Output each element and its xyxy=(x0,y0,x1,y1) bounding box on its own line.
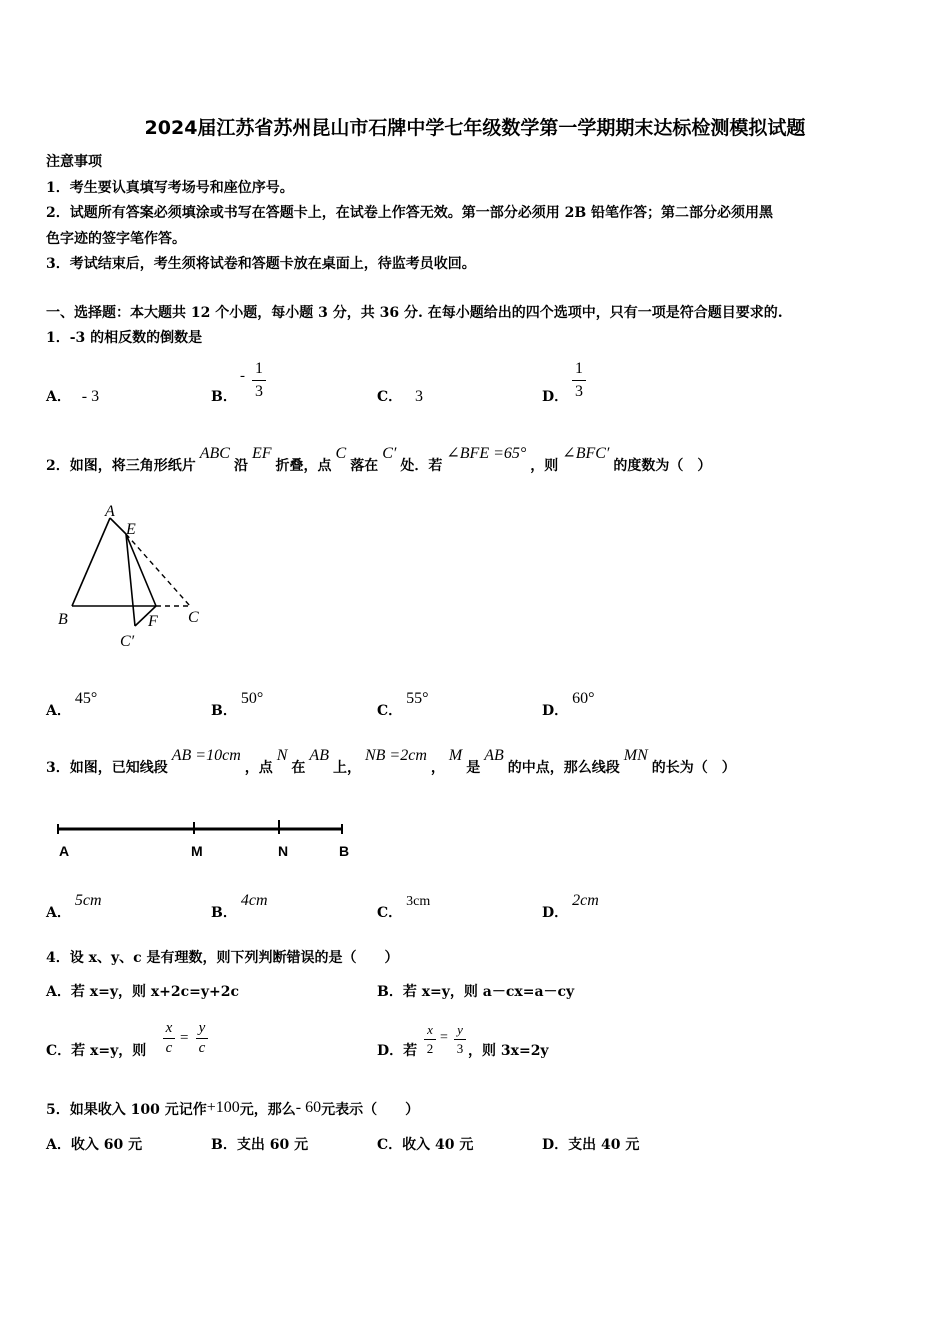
math-expr: - 60 xyxy=(295,1099,322,1116)
stem-text: 落在 xyxy=(350,458,379,474)
option-value: 60° xyxy=(572,690,595,707)
stem-text: 在 xyxy=(291,760,306,776)
fraction-bar xyxy=(196,1038,208,1039)
section-heading: 一、选择题：本大题共 12 个小题，每小题 3 分，共 36 分. 在每小题给出的四个选项中，只有一项是符合题目要求的. xyxy=(46,305,783,321)
notice-item: 1．考生要认真填写考场号和座位序号。 xyxy=(46,180,294,196)
q1-option-b xyxy=(211,386,237,406)
math-expr: +100 xyxy=(206,1099,240,1116)
fraction-bar xyxy=(572,380,586,381)
q4-option-a: A．若 x=y，则 x+2c=y+2c xyxy=(46,984,240,1000)
q2-triangle-figure xyxy=(50,500,220,660)
option-value: 2cm xyxy=(572,892,599,909)
label-c-prime: C′ xyxy=(120,633,135,650)
math-expr: C′ xyxy=(382,445,397,462)
option-label: A． xyxy=(46,389,71,405)
q4-option-d-suffix: ，则 3x=2y xyxy=(468,1043,549,1059)
stem-text: 沿 xyxy=(233,458,248,474)
stem-text: 的中点，那么线段 xyxy=(507,760,620,776)
option-label: D． xyxy=(542,703,569,719)
q3-segment-figure xyxy=(50,815,360,865)
edge-ec1 xyxy=(126,534,135,626)
math-expr: ∠BFC′ xyxy=(562,445,610,462)
math-expr: ABC xyxy=(199,445,230,462)
fraction-bar xyxy=(163,1038,175,1039)
q2-stem xyxy=(46,445,712,476)
q4-c-fraction-right xyxy=(196,1020,208,1057)
option-label: D． xyxy=(542,905,569,921)
notice-item: 2．试题所有答案必须填涂或书写在答题卡上，在试卷上作答无效。第一部分必须用 2B 铅笔作答；第二部分必须用黑 xyxy=(46,205,774,221)
q2-option-c xyxy=(377,690,433,720)
label-e: E xyxy=(126,521,136,538)
q3-option-c xyxy=(377,894,434,922)
denominator: c xyxy=(198,1040,206,1056)
q1-option-c xyxy=(377,386,423,406)
math-expr: ∠BFE =65° xyxy=(446,445,527,462)
label-b: B xyxy=(339,843,350,859)
math-expr: AB xyxy=(484,747,504,764)
q4-d-fraction-right xyxy=(454,1022,466,1057)
option-label: C． xyxy=(377,389,403,405)
label-a: A xyxy=(59,843,70,859)
option-value: 5cm xyxy=(74,892,102,909)
label-f: F xyxy=(148,613,158,630)
math-expr: M xyxy=(448,747,463,764)
stem-text: 5．如果收入 100 元记作 xyxy=(46,1102,207,1118)
numerator: 1 xyxy=(575,360,583,377)
notice-label: 注意事项 xyxy=(46,154,102,170)
stem-text: 元表示（ ） xyxy=(321,1102,420,1118)
equals-sign: = xyxy=(180,1030,189,1046)
q1-b-fraction xyxy=(252,360,266,401)
q4-option-c: C．若 x=y，则 xyxy=(46,1043,147,1059)
stem-text: ， xyxy=(430,760,445,776)
numerator: 1 xyxy=(255,360,263,377)
q4-d-fraction-left xyxy=(424,1022,436,1057)
option-label: A． xyxy=(46,905,71,921)
q1-option-d xyxy=(542,386,568,406)
option-label: C． xyxy=(377,703,403,719)
stem-text: 是 xyxy=(466,760,481,776)
math-expr: C xyxy=(335,445,347,462)
denominator: 2 xyxy=(426,1041,434,1056)
q2-option-d xyxy=(542,690,599,720)
denominator: 3 xyxy=(255,383,263,400)
option-label: B． xyxy=(211,389,237,405)
denominator: c xyxy=(165,1040,173,1056)
option-value: 3 xyxy=(415,388,424,405)
numerator: x xyxy=(427,1022,433,1037)
q4-option-d-prefix: D．若 xyxy=(377,1043,418,1059)
q3-option-a xyxy=(46,892,106,922)
equals-sign: = xyxy=(440,1030,448,1045)
option-value: 50° xyxy=(240,690,264,707)
stem-text: 上， xyxy=(332,760,361,776)
edge-ae xyxy=(110,518,126,534)
fraction-bar xyxy=(454,1039,466,1040)
edge-ec-dashed xyxy=(126,534,190,606)
q5-option-d: D．支出 40 元 xyxy=(542,1137,640,1153)
stem-text: 处．若 xyxy=(400,458,443,474)
option-value: 45° xyxy=(74,690,98,707)
stem-text: 的度数为（ ） xyxy=(613,458,712,474)
label-m: M xyxy=(191,843,203,859)
math-expr: N xyxy=(276,747,288,764)
q2-option-b xyxy=(211,690,267,720)
edge-ab xyxy=(72,518,110,606)
option-label: C． xyxy=(377,905,403,921)
stem-text: ，则 xyxy=(530,458,559,474)
q3-option-b xyxy=(211,892,272,922)
numerator: x xyxy=(165,1020,173,1036)
option-value: 4cm xyxy=(240,892,268,909)
math-expr: EF xyxy=(251,445,272,462)
q5-option-a: A．收入 60 元 xyxy=(46,1137,143,1153)
option-value: - 3 xyxy=(81,388,100,405)
stem-text: 3．如图，已知线段 xyxy=(46,760,168,776)
math-expr: MN xyxy=(623,747,648,764)
q3-stem xyxy=(46,747,736,778)
q4-c-fraction-left xyxy=(163,1020,175,1057)
option-label: A． xyxy=(46,703,71,719)
q5-option-b: B．支出 60 元 xyxy=(211,1137,309,1153)
q5-option-c: C．收入 40 元 xyxy=(377,1137,474,1153)
q3-option-d xyxy=(542,892,603,922)
stem-text: 2．如图，将三角形纸片 xyxy=(46,458,196,474)
fraction-bar xyxy=(424,1039,436,1040)
option-label: D． xyxy=(542,389,569,405)
denominator: 3 xyxy=(575,383,583,400)
option-label: B． xyxy=(211,905,237,921)
notice-item: 3．考试结束后，考生须将试卷和答题卡放在桌面上，待监考员收回。 xyxy=(46,256,476,272)
option-value: 3cm xyxy=(406,894,431,909)
denominator: 3 xyxy=(456,1041,464,1056)
math-expr: AB xyxy=(309,747,329,764)
page-title: 2024届江苏省苏州昆山市石牌中学七年级数学第一学期期末达标检测模拟试题 xyxy=(144,117,806,139)
label-a: A xyxy=(105,503,115,520)
math-expr: NB =2cm xyxy=(364,747,427,764)
stem-text: ，点 xyxy=(244,760,273,776)
stem-text: 元，那么 xyxy=(239,1102,296,1118)
edge-ef xyxy=(126,534,156,606)
math-expr: AB =10cm xyxy=(171,747,241,764)
q5-stem xyxy=(46,1100,419,1120)
q4-stem: 4．设 x、y、c 是有理数，则下列判断错误的是（ ） xyxy=(46,950,399,966)
q1-b-sign: - xyxy=(240,368,245,384)
fraction-bar xyxy=(252,380,266,381)
stem-text: 折叠，点 xyxy=(275,458,332,474)
option-value: 55° xyxy=(406,690,429,707)
q1-stem: 1．-3 的相反数的倒数是 xyxy=(46,330,203,346)
stem-text: 的长为（ ） xyxy=(651,760,736,776)
q1-option-a xyxy=(46,386,99,406)
q1-d-fraction xyxy=(572,360,586,401)
numerator: y xyxy=(457,1022,463,1037)
q4-option-b: B．若 x=y，则 a－cx=a－cy xyxy=(377,984,575,1000)
numerator: y xyxy=(198,1020,206,1036)
option-label: B． xyxy=(211,703,237,719)
notice-item: 色字迹的签字笔作答。 xyxy=(46,231,186,247)
label-n: N xyxy=(278,843,289,859)
q2-option-a xyxy=(46,690,101,720)
label-b: B xyxy=(58,611,68,628)
label-c: C xyxy=(188,609,199,626)
